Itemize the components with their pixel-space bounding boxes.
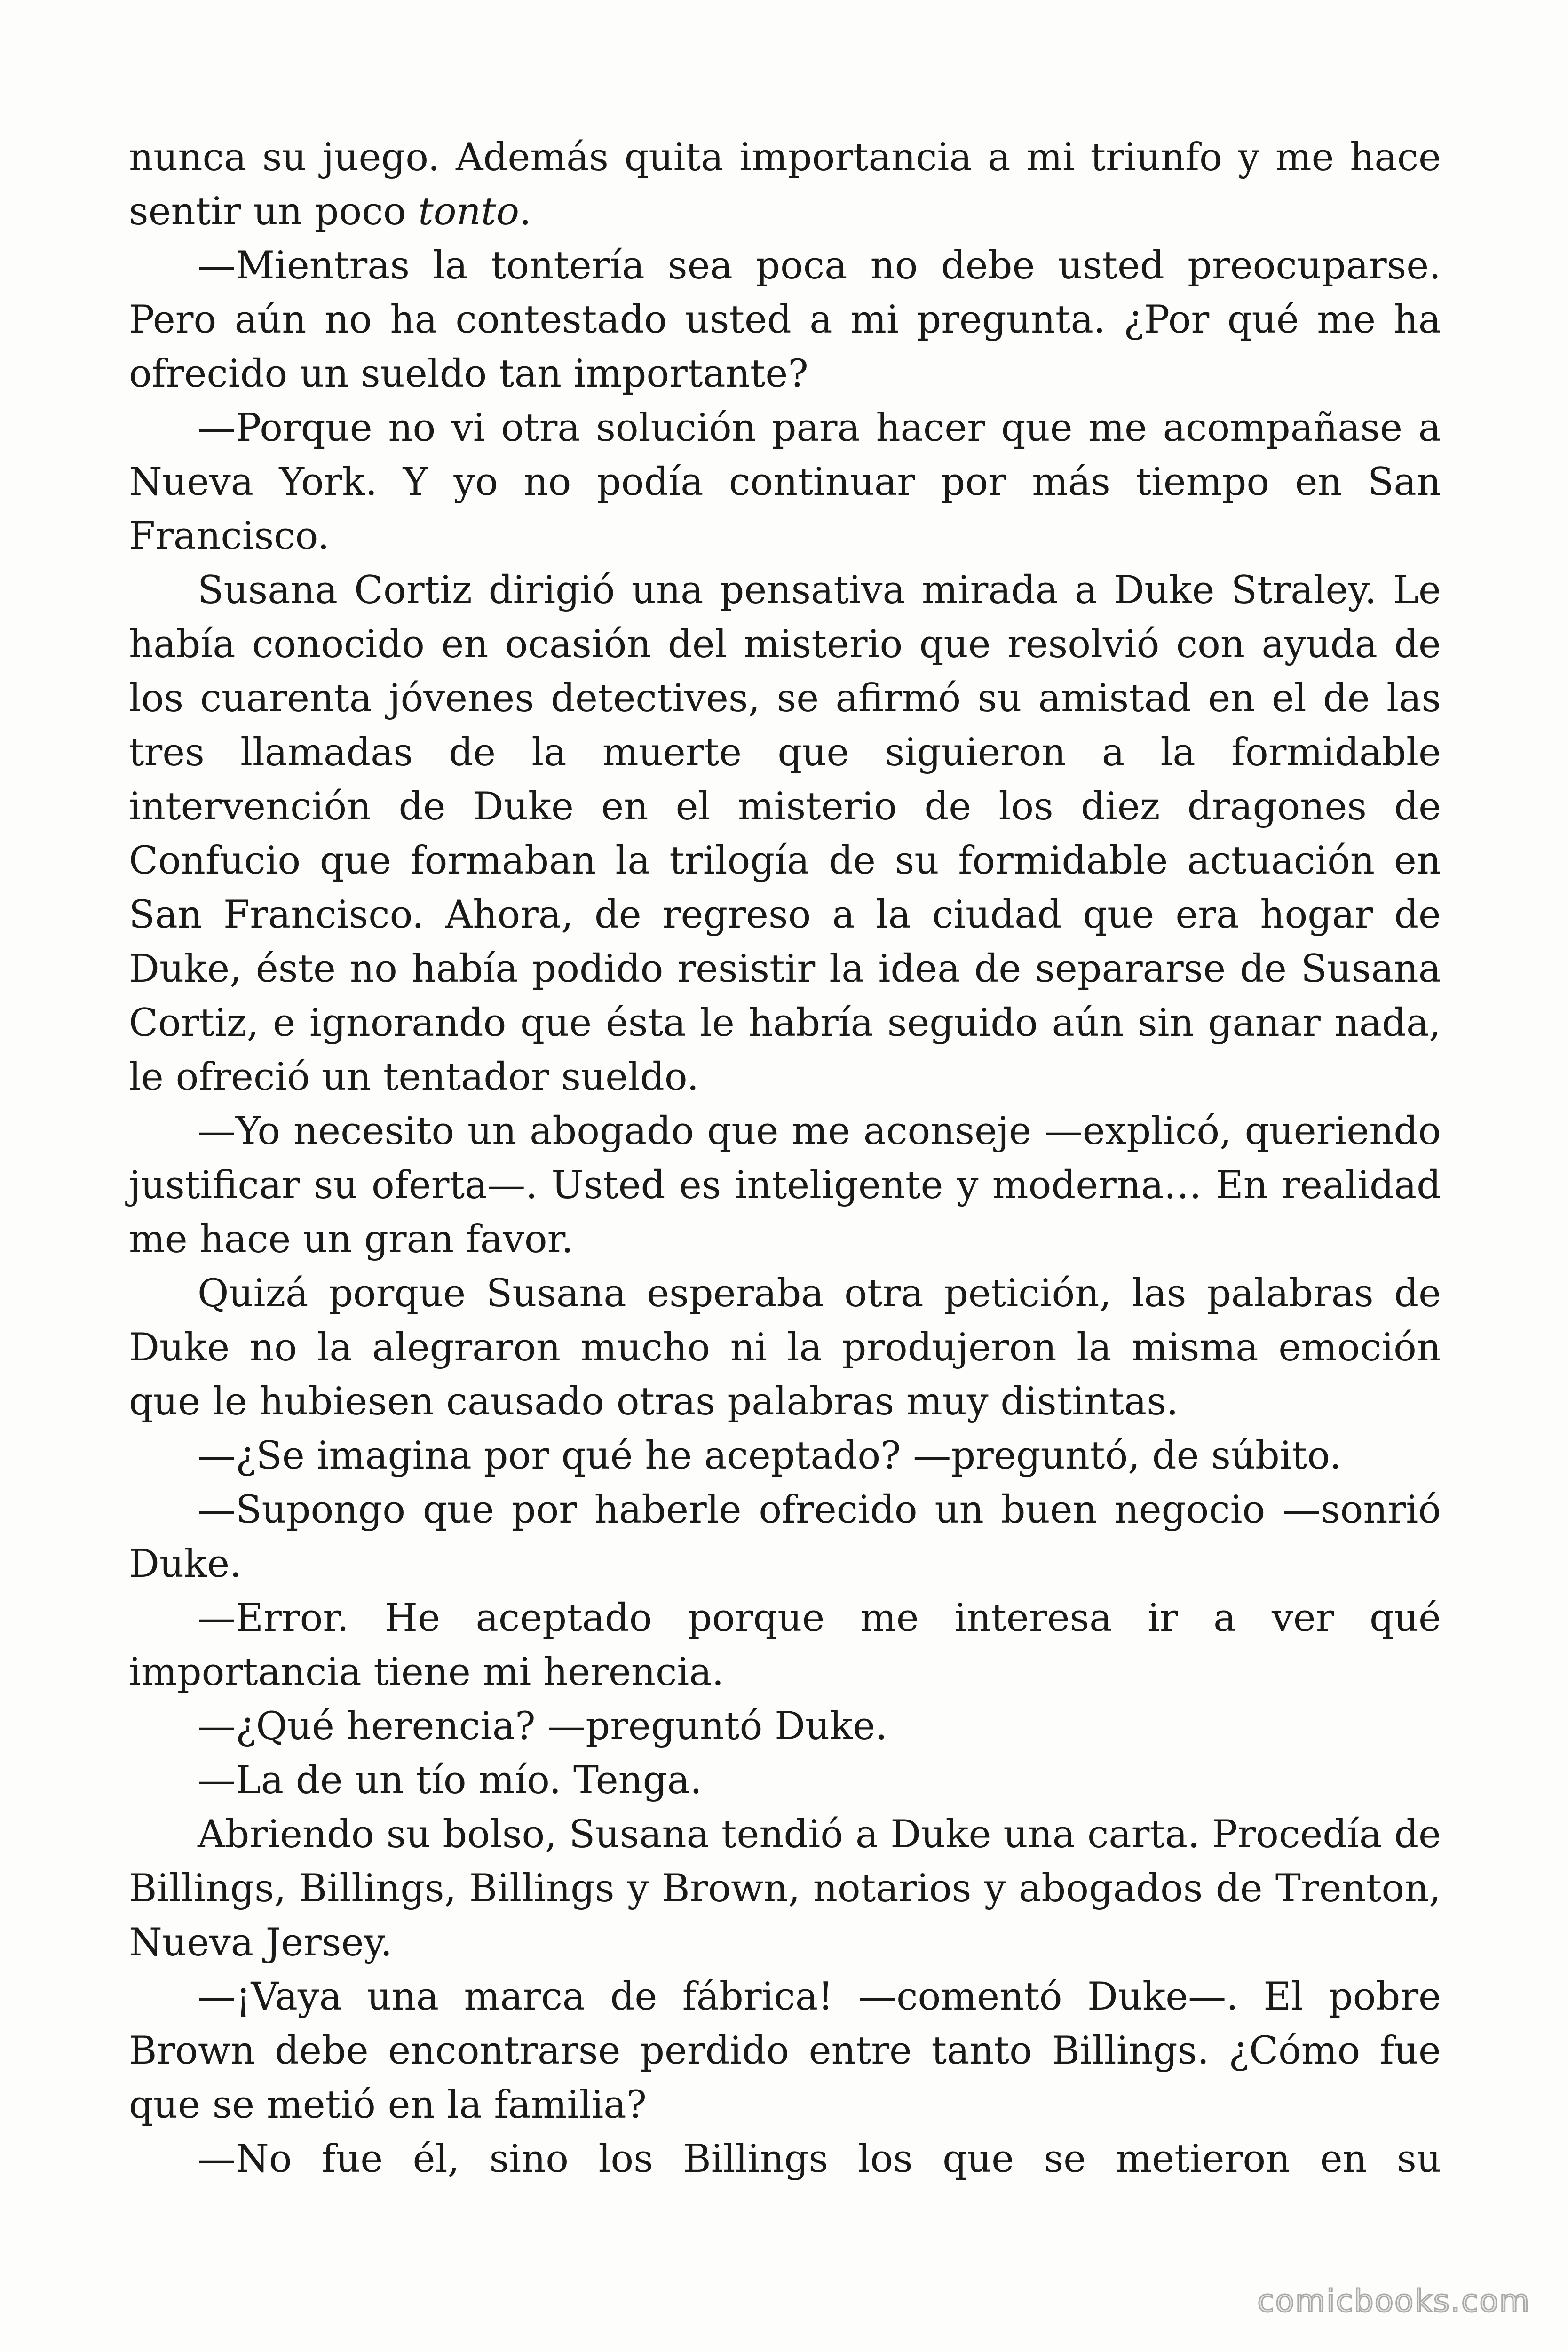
italic-word: tonto <box>418 190 519 234</box>
paragraph: —Yo necesito un abogado que me aconseje —explicó, queriendo justificar su oferta—. Usted es inteligente y moderna… En realidad me hace un gran favor. <box>129 1109 1441 1262</box>
paragraph: —Error. He aceptado porque me interesa ir a ver qué importancia tiene mi herencia. <box>129 1596 1441 1694</box>
site-watermark: comicbooks.com <box>1257 2283 1530 2319</box>
paragraph: —¿Qué herencia? —preguntó Duke. <box>198 1704 887 1748</box>
paragraph: —No fue él, sino los Billings los que se metieron en su <box>198 2137 1441 2181</box>
book-page-body <box>129 131 1441 2186</box>
paragraph: Susana Cortiz dirigió una pensativa mirada a Duke Straley. Le había conocido en ocasión del misterio que resolvió con ayuda de los cuarenta jóvenes detectives, se afirmó su amistad en el de las tres llamadas de la muerte que siguieron a la formidable intervención de Duke en el misterio de los diez dragones de Confucio que formaban la trilogía de su formidable actuación en San Francisco. Ahora, de regreso a la ciudad que era hogar de Duke, éste no había podido resistir la idea de separarse de Susana Cortiz, e ignorando que ésta le habría seguido aún sin ganar nada, le ofreció un tentador sueldo. <box>129 568 1441 1099</box>
paragraph: —¿Se imagina por qué he aceptado? —preguntó, de súbito. <box>198 1434 1342 1478</box>
paragraph-text: nunca su juego. Además quita importancia a mi triunfo y me hace sentir un poco <box>129 135 1441 234</box>
paragraph: Quizá porque Susana esperaba otra petición, las palabras de Duke no la alegraron mucho ni la produjeron la misma emoción que le hubiesen causado otras palabras muy distintas. <box>129 1271 1441 1424</box>
paragraph: Abriendo su bolso, Susana tendió a Duke una carta. Procedía de Billings, Billings, Billings y Brown, notarios y abogados de Trenton, Nueva Jersey. <box>129 1812 1441 1965</box>
paragraph <box>129 131 1441 239</box>
paragraph: —La de un tío mío. Tenga. <box>198 1758 702 1803</box>
paragraph: —¡Vaya una marca de fábrica! —comentó Duke—. El pobre Brown debe encontrarse perdido entre tanto Billings. ¿Cómo fue que se metió en la familia? <box>129 1975 1441 2127</box>
paragraph: —Supongo que por haberle ofrecido un buen negocio —sonrió Duke. <box>129 1488 1441 1586</box>
paragraph: —Mientras la tontería sea poca no debe usted preocuparse. Pero aún no ha contestado usted a mi pregunta. ¿Por qué me ha ofrecido un sueldo tan importante? <box>129 244 1441 396</box>
paragraph: —Porque no vi otra solución para hacer que me acompañase a Nueva York. Y yo no podía continuar por más tiempo en San Francisco. <box>129 406 1441 558</box>
paragraph-text-end: . <box>519 190 531 234</box>
